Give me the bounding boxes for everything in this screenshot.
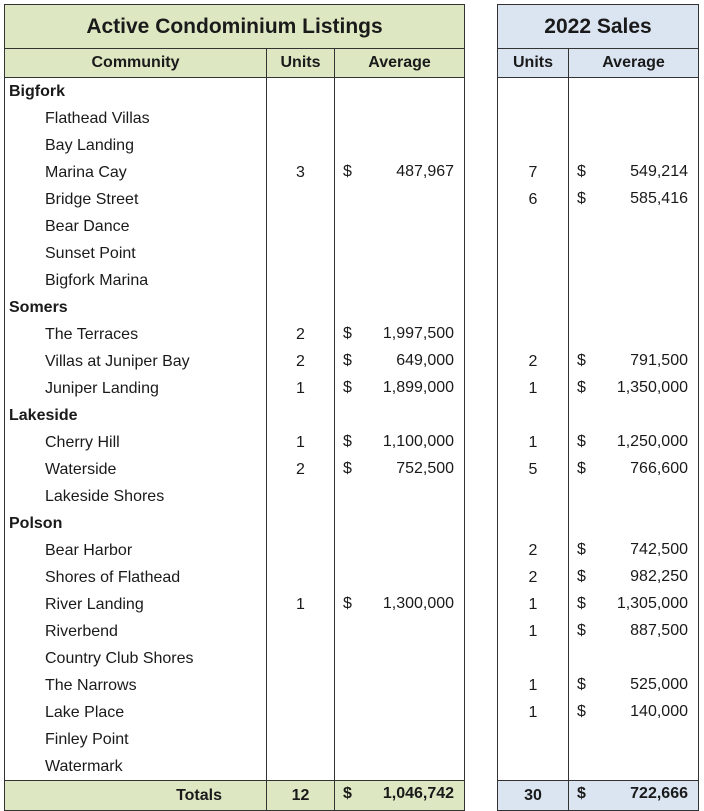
group-row <box>5 294 465 321</box>
sales-table-row <box>498 402 699 429</box>
average-cell <box>335 105 465 132</box>
units-cell <box>267 726 335 753</box>
average-cell <box>335 294 465 321</box>
table-row <box>5 699 465 726</box>
average-cell <box>335 159 465 186</box>
table-row <box>5 618 465 645</box>
table-row <box>5 483 465 510</box>
table-row <box>5 591 465 618</box>
average-cell <box>335 402 465 429</box>
community-name: Juniper Landing <box>5 375 267 402</box>
sales-units-cell: 2 <box>498 564 569 591</box>
sales-table-row <box>498 348 699 375</box>
sales-average-cell <box>569 510 699 537</box>
currency-symbol: $ <box>343 595 352 612</box>
average-header: Average <box>335 49 465 78</box>
units-cell <box>267 186 335 213</box>
sales-units-cell <box>498 78 569 106</box>
sales-average-cell <box>569 186 699 213</box>
sales-average-value: 585,416 <box>630 190 688 207</box>
units-cell <box>267 537 335 564</box>
sales-totals-row <box>498 781 699 811</box>
currency-symbol: $ <box>577 676 586 693</box>
community-name: Riverbend <box>5 618 267 645</box>
units-cell <box>267 132 335 159</box>
sales-units-cell <box>498 510 569 537</box>
sales-units-cell <box>498 105 569 132</box>
average-cell <box>335 78 465 106</box>
table-row <box>5 564 465 591</box>
average-cell <box>335 564 465 591</box>
table-row <box>5 267 465 294</box>
units-cell <box>267 78 335 106</box>
units-cell: 1 <box>267 429 335 456</box>
table-row <box>5 186 465 213</box>
average-cell <box>335 483 465 510</box>
group-row <box>5 510 465 537</box>
currency-symbol: $ <box>577 785 586 802</box>
average-cell <box>335 510 465 537</box>
sales-units-cell <box>498 726 569 753</box>
average-value: 1,100,000 <box>382 433 455 450</box>
table-row <box>5 213 465 240</box>
sales-table-row <box>498 591 699 618</box>
community-name: Marina Cay <box>5 159 267 186</box>
sales-table-row <box>498 375 699 402</box>
sales-average-value: 1,250,000 <box>616 433 688 450</box>
sales-units-cell: 2 <box>498 348 569 375</box>
average-cell <box>335 375 465 402</box>
currency-symbol: $ <box>577 379 586 396</box>
sales-units-cell: 5 <box>498 456 569 483</box>
community-name: Shores of Flathead <box>5 564 267 591</box>
sales-average-value: 525,000 <box>630 676 688 693</box>
units-cell <box>267 483 335 510</box>
sales-average-value: 887,500 <box>630 622 688 639</box>
units-cell: 3 <box>267 159 335 186</box>
units-cell <box>267 618 335 645</box>
units-cell: 2 <box>267 348 335 375</box>
sales-average-cell <box>569 645 699 672</box>
sales-table-row <box>498 267 699 294</box>
average-cell <box>335 645 465 672</box>
sales-average-cell <box>569 564 699 591</box>
community-name: Flathead Villas <box>5 105 267 132</box>
community-name: Bay Landing <box>5 132 267 159</box>
units-cell <box>267 402 335 429</box>
sales-totals-average-value: 722,666 <box>630 785 688 802</box>
sales-average-value: 1,305,000 <box>616 595 688 612</box>
table-row <box>5 375 465 402</box>
sales-totals-units: 30 <box>498 781 569 811</box>
table-row <box>5 753 465 781</box>
sales-units-cell <box>498 483 569 510</box>
currency-symbol: $ <box>577 541 586 558</box>
sales-average-cell <box>569 105 699 132</box>
sales-average-cell <box>569 726 699 753</box>
units-cell <box>267 753 335 781</box>
sales-units-cell <box>498 213 569 240</box>
average-cell <box>335 618 465 645</box>
sales-table-row <box>498 699 699 726</box>
average-cell <box>335 132 465 159</box>
sales-units-cell <box>498 645 569 672</box>
sales-average-cell <box>569 429 699 456</box>
units-cell <box>267 672 335 699</box>
community-name: Bridge Street <box>5 186 267 213</box>
sales-table-row <box>498 159 699 186</box>
average-cell <box>335 321 465 348</box>
sales-average-header: Average <box>569 49 699 78</box>
table-row <box>5 321 465 348</box>
sales-table-row <box>498 213 699 240</box>
totals-average <box>335 781 465 811</box>
units-cell <box>267 240 335 267</box>
sales-average-cell <box>569 321 699 348</box>
sales-average-cell <box>569 456 699 483</box>
active-listings-title: Active Condominium Listings <box>5 5 465 49</box>
average-cell <box>335 753 465 781</box>
sales-units-cell <box>498 402 569 429</box>
average-cell <box>335 672 465 699</box>
table-row <box>5 537 465 564</box>
sales-average-cell <box>569 672 699 699</box>
group-row <box>5 402 465 429</box>
community-name: Country Club Shores <box>5 645 267 672</box>
sales-table-row <box>498 726 699 753</box>
sales-table-row <box>498 105 699 132</box>
currency-symbol: $ <box>343 433 352 450</box>
sales-average-value: 549,214 <box>630 163 688 180</box>
sales-table-row <box>498 672 699 699</box>
community-name: Waterside <box>5 456 267 483</box>
table-row <box>5 429 465 456</box>
community-header: Community <box>5 49 267 78</box>
currency-symbol: $ <box>343 325 352 342</box>
sales-units-cell: 1 <box>498 618 569 645</box>
average-cell <box>335 699 465 726</box>
sales-table-row <box>498 753 699 781</box>
community-name: The Narrows <box>5 672 267 699</box>
currency-symbol: $ <box>343 460 352 477</box>
sales-average-cell <box>569 348 699 375</box>
community-name: Cherry Hill <box>5 429 267 456</box>
totals-label: Totals <box>5 781 267 811</box>
community-name: River Landing <box>5 591 267 618</box>
community-name: Bear Dance <box>5 213 267 240</box>
sales-table-row <box>498 78 699 106</box>
sales-average-cell <box>569 159 699 186</box>
sales-average-cell <box>569 78 699 106</box>
group-row <box>5 78 465 106</box>
totals-row <box>5 781 465 811</box>
units-cell <box>267 645 335 672</box>
units-cell <box>267 510 335 537</box>
sales-average-cell <box>569 699 699 726</box>
average-value: 649,000 <box>396 352 455 369</box>
units-cell <box>267 294 335 321</box>
sales-units-cell <box>498 132 569 159</box>
sales-table-row <box>498 618 699 645</box>
average-cell <box>335 240 465 267</box>
sales-table-row <box>498 132 699 159</box>
average-cell <box>335 186 465 213</box>
sales-average-value: 766,600 <box>630 460 688 477</box>
currency-symbol: $ <box>343 785 352 802</box>
sales-units-cell: 1 <box>498 591 569 618</box>
sales-table-row <box>498 186 699 213</box>
sales-units-cell <box>498 240 569 267</box>
units-cell: 2 <box>267 456 335 483</box>
table-row <box>5 672 465 699</box>
active-listings-table <box>4 4 465 811</box>
sales-table-row <box>498 456 699 483</box>
table-row <box>5 105 465 132</box>
sales-average-cell <box>569 294 699 321</box>
currency-symbol: $ <box>577 352 586 369</box>
community-name: Sunset Point <box>5 240 267 267</box>
sales-average-cell <box>569 402 699 429</box>
sales-average-value: 1,350,000 <box>616 379 688 396</box>
sales-units-cell: 1 <box>498 699 569 726</box>
currency-symbol: $ <box>343 352 352 369</box>
average-value: 1,997,500 <box>382 325 455 342</box>
average-value: 487,967 <box>396 163 455 180</box>
sales-average-cell <box>569 537 699 564</box>
average-cell <box>335 537 465 564</box>
sales-units-cell: 6 <box>498 186 569 213</box>
currency-symbol: $ <box>577 190 586 207</box>
units-cell: 2 <box>267 321 335 348</box>
group-name: Somers <box>5 294 267 321</box>
sales-units-cell <box>498 294 569 321</box>
group-name: Lakeside <box>5 402 267 429</box>
sales-table-row <box>498 510 699 537</box>
sales-units-cell <box>498 753 569 781</box>
sales-units-cell <box>498 321 569 348</box>
sales-table-row <box>498 483 699 510</box>
average-cell <box>335 591 465 618</box>
currency-symbol: $ <box>343 163 352 180</box>
units-cell: 1 <box>267 375 335 402</box>
currency-symbol: $ <box>577 595 586 612</box>
units-cell: 1 <box>267 591 335 618</box>
sales-average-cell <box>569 618 699 645</box>
units-cell <box>267 564 335 591</box>
group-name: Bigfork <box>5 78 267 106</box>
currency-symbol: $ <box>343 379 352 396</box>
currency-symbol: $ <box>577 622 586 639</box>
currency-symbol: $ <box>577 460 586 477</box>
community-name: Villas at Juniper Bay <box>5 348 267 375</box>
sales-table-row <box>498 564 699 591</box>
community-name: Bigfork Marina <box>5 267 267 294</box>
average-cell <box>335 456 465 483</box>
sales-table-row <box>498 645 699 672</box>
sales-average-cell <box>569 753 699 781</box>
average-value: 1,899,000 <box>382 379 455 396</box>
group-name: Polson <box>5 510 267 537</box>
units-header: Units <box>267 49 335 78</box>
sales-average-cell <box>569 213 699 240</box>
table-row <box>5 159 465 186</box>
sales-average-cell <box>569 240 699 267</box>
table-row <box>5 348 465 375</box>
currency-symbol: $ <box>577 433 586 450</box>
sales-average-cell <box>569 483 699 510</box>
community-name: Finley Point <box>5 726 267 753</box>
community-name: Lakeside Shores <box>5 483 267 510</box>
sales-units-cell: 1 <box>498 375 569 402</box>
average-value: 1,300,000 <box>382 595 455 612</box>
table-row <box>5 240 465 267</box>
average-cell <box>335 213 465 240</box>
currency-symbol: $ <box>577 568 586 585</box>
currency-symbol: $ <box>577 703 586 720</box>
sales-average-value: 742,500 <box>630 541 688 558</box>
units-cell <box>267 213 335 240</box>
sales-average-value: 140,000 <box>630 703 688 720</box>
totals-units: 12 <box>267 781 335 811</box>
table-row <box>5 132 465 159</box>
table-row <box>5 645 465 672</box>
community-name: The Terraces <box>5 321 267 348</box>
average-value: 752,500 <box>396 460 455 477</box>
sales-units-header: Units <box>498 49 569 78</box>
sales-average-cell <box>569 591 699 618</box>
sales-table-row <box>498 321 699 348</box>
sales-average-value: 982,250 <box>630 568 688 585</box>
average-cell <box>335 348 465 375</box>
units-cell <box>267 267 335 294</box>
sales-units-cell: 1 <box>498 429 569 456</box>
totals-average-value: 1,046,742 <box>382 785 455 802</box>
sales-average-cell <box>569 132 699 159</box>
sales-units-cell: 7 <box>498 159 569 186</box>
sales-totals-average <box>569 781 699 811</box>
sales-2022-title: 2022 Sales <box>498 5 699 49</box>
units-cell <box>267 105 335 132</box>
sales-units-cell <box>498 267 569 294</box>
sales-2022-table <box>497 4 699 811</box>
average-cell <box>335 267 465 294</box>
sales-average-value: 791,500 <box>630 352 688 369</box>
sales-units-cell: 1 <box>498 672 569 699</box>
sales-units-cell: 2 <box>498 537 569 564</box>
community-name: Watermark <box>5 753 267 781</box>
sales-table-row <box>498 294 699 321</box>
sales-table-row <box>498 429 699 456</box>
sales-average-cell <box>569 375 699 402</box>
community-name: Bear Harbor <box>5 537 267 564</box>
table-row <box>5 456 465 483</box>
average-cell <box>335 429 465 456</box>
average-cell <box>335 726 465 753</box>
units-cell <box>267 699 335 726</box>
sales-average-cell <box>569 267 699 294</box>
sales-table-row <box>498 537 699 564</box>
table-row <box>5 726 465 753</box>
community-name: Lake Place <box>5 699 267 726</box>
sales-table-row <box>498 240 699 267</box>
currency-symbol: $ <box>577 163 586 180</box>
